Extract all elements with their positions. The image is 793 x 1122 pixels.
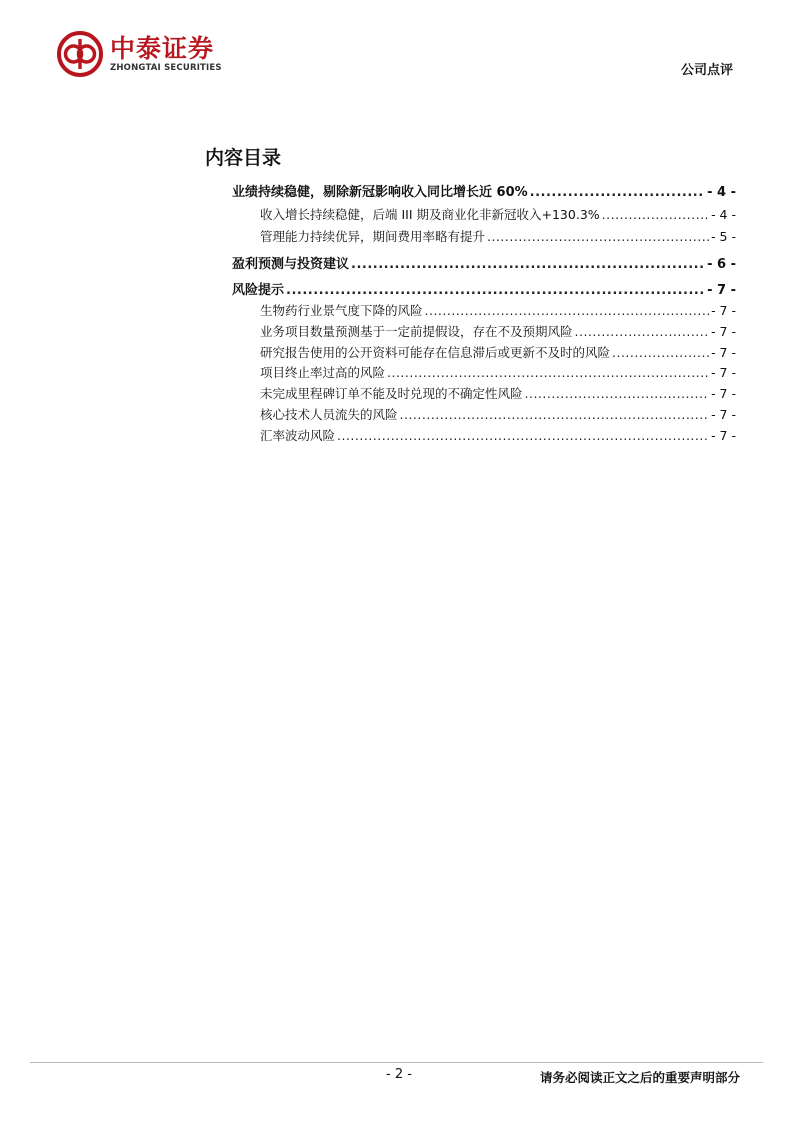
toc-title: 内容目录 (205, 147, 282, 169)
toc-leader-dots (351, 257, 705, 272)
toc-entry[interactable] (260, 227, 736, 245)
toc-entry-page: - 7 - (711, 407, 736, 422)
toc-leader-dots (286, 283, 705, 298)
toc-entry-text: 收入增长持续稳健，后端 III 期及商业化非新冠收入+130.3% (260, 207, 600, 222)
toc-entry-page: - 4 - (711, 207, 736, 222)
logo-chinese-name: 中泰证券 (110, 33, 215, 63)
toc-leader-dots (612, 345, 709, 360)
toc-entry-page: - 7 - (711, 345, 736, 360)
toc-entry-text: 研究报告使用的公开资料可能存在信息滞后或更新不及时的风险 (260, 345, 611, 360)
toc-leader-dots (487, 229, 709, 244)
zhongtai-logo-icon (56, 30, 104, 78)
toc-entry[interactable] (232, 181, 736, 200)
toc-entry-text: 盈利预测与投资建议 (232, 257, 350, 272)
toc-leader-dots (575, 324, 710, 339)
toc-entry-text: 管理能力持续优异，期间费用率略有提升 (260, 229, 486, 244)
toc-leader-dots (425, 303, 710, 318)
toc-entry[interactable] (232, 253, 736, 272)
toc-entry-page: - 7 - (711, 303, 736, 318)
page-number: - 2 - (386, 1067, 412, 1082)
company-logo (56, 30, 222, 78)
toc-entry-text: 业务项目数量预测基于一定前提假设，存在不及预期风险 (260, 324, 573, 339)
toc-entry[interactable] (260, 363, 736, 381)
toc-entry[interactable] (260, 343, 736, 361)
toc-entry[interactable] (260, 384, 736, 402)
toc-leader-dots (530, 185, 705, 200)
toc-entry[interactable] (260, 322, 736, 340)
toc-entry-text: 未完成里程碑订单不能及时兑现的不确定性风险 (260, 386, 523, 401)
report-type-label: 公司点评 (680, 63, 733, 78)
toc-entry-text: 生物药行业景气度下降的风险 (260, 303, 423, 318)
toc-entry[interactable] (260, 426, 736, 444)
toc-entry-page: - 7 - (707, 283, 736, 298)
toc-entry-page: - 7 - (711, 324, 736, 339)
toc-entry-page: - 4 - (707, 185, 736, 200)
toc-entry-page: - 6 - (707, 257, 736, 272)
toc-leader-dots (400, 407, 710, 422)
toc-entry[interactable] (232, 279, 736, 298)
toc-entry[interactable] (260, 205, 736, 223)
toc-entry-page: - 7 - (711, 365, 736, 380)
toc-entry-text: 核心技术人员流失的风险 (260, 407, 398, 422)
toc-entry-text: 项目终止率过高的风险 (260, 365, 386, 380)
logo-english-name: ZHONGTAI SECURITIES (110, 62, 222, 73)
toc-entry-page: - 5 - (711, 229, 736, 244)
toc-leader-dots (525, 386, 710, 401)
toc-entry-text: 业绩持续稳健，剔除新冠影响收入同比增长近 60% (232, 185, 528, 200)
toc-leader-dots (387, 365, 709, 380)
toc-leader-dots (337, 428, 709, 443)
toc-leader-dots (602, 207, 709, 222)
toc-entry-page: - 7 - (711, 428, 736, 443)
toc-entry-page: - 7 - (711, 386, 736, 401)
footer-divider (30, 1062, 763, 1063)
toc-entry[interactable] (260, 405, 736, 423)
footer-disclaimer: 请务必阅读正文之后的重要声明部分 (539, 1070, 740, 1085)
toc-entry-text: 风险提示 (232, 283, 285, 298)
toc-entry-text: 汇率波动风险 (260, 428, 336, 443)
toc-entry[interactable] (260, 301, 736, 319)
